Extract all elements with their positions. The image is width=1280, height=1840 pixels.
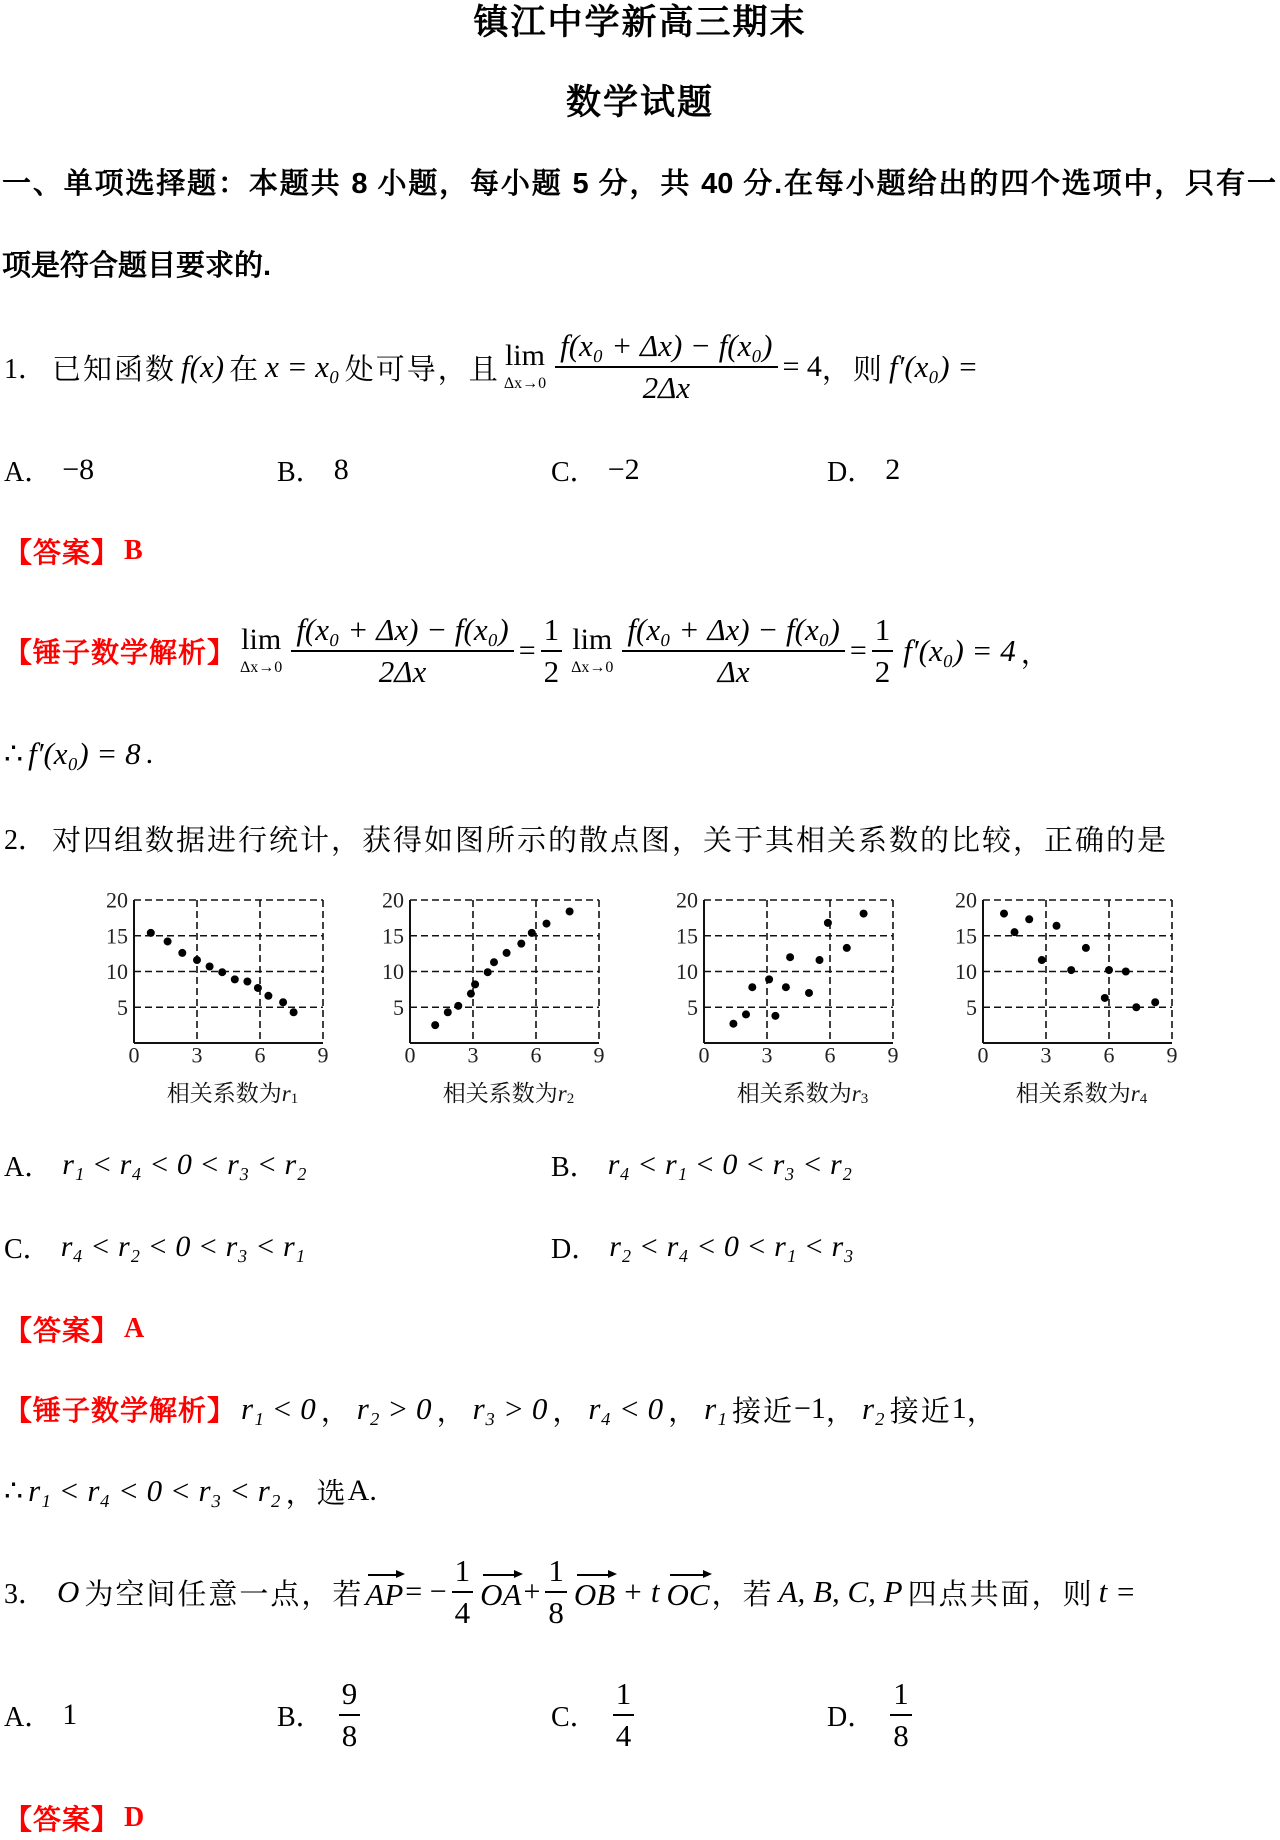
option-letter: D． xyxy=(827,457,876,488)
punctuation: ， xyxy=(1020,637,1052,670)
fraction-numerator: 9 xyxy=(339,1676,361,1716)
option-c xyxy=(551,430,640,510)
fraction xyxy=(452,1553,474,1631)
option-b xyxy=(277,430,349,510)
option-letter: A． xyxy=(4,1702,53,1733)
question-3-options xyxy=(0,1675,1280,1755)
y-tick-label: 5 xyxy=(966,994,977,1020)
y-tick-label: 20 xyxy=(382,887,404,913)
answer-value: A xyxy=(124,1313,145,1344)
option-value: r₂ < r₄ < 0 < r₁ < r₃ xyxy=(609,1230,854,1263)
x-tick-label: 0 xyxy=(698,1042,710,1068)
question-1-conclusion xyxy=(4,734,1280,774)
y-tick-label: 5 xyxy=(117,994,128,1020)
fraction-numerator: 1 xyxy=(613,1676,635,1716)
x-tick-label: 9 xyxy=(1166,1042,1178,1068)
data-point xyxy=(503,949,511,957)
fraction-numerator: 1 xyxy=(890,1676,912,1716)
section-heading-line-2: 项是符合题目要求的. xyxy=(2,250,272,282)
question-2-stem xyxy=(4,820,1280,856)
x-tick-label: 3 xyxy=(191,1042,203,1068)
math-expression: r₂ xyxy=(861,1391,885,1426)
limit-operator xyxy=(504,341,546,393)
option-a xyxy=(4,1675,77,1755)
plot-caption xyxy=(443,1080,574,1107)
fraction-denominator: Δx xyxy=(717,654,750,689)
caption-variable: r xyxy=(851,1080,861,1106)
option-a xyxy=(4,1125,307,1205)
question-number: 2． xyxy=(4,825,47,856)
question-text: 对四组数据进行统计，获得如图所示的散点图，关于其相关系数的比较，正确的是 xyxy=(52,824,1169,857)
data-point xyxy=(860,910,868,918)
fraction-denominator: 4 xyxy=(454,1595,471,1630)
x-tick-label: 0 xyxy=(977,1042,989,1068)
data-point xyxy=(1038,956,1046,964)
question-2-conclusion xyxy=(4,1471,1280,1511)
math-expression: x = x₀ xyxy=(265,349,340,384)
option-letter: C． xyxy=(4,1234,51,1265)
answer-value: D xyxy=(124,1802,145,1833)
data-point xyxy=(490,958,498,966)
data-point xyxy=(206,962,214,970)
y-tick-label: 15 xyxy=(106,923,128,949)
data-point xyxy=(484,968,492,976)
option-a xyxy=(4,430,94,510)
math-expression: = − xyxy=(405,1575,447,1608)
fraction-denominator: 2 xyxy=(874,654,891,689)
question-text: 已知函数 xyxy=(52,353,177,386)
option-value: −2 xyxy=(607,453,640,486)
analysis-label: 【锤子数学解析】 xyxy=(4,1395,237,1426)
fraction-numerator: 1 xyxy=(452,1553,474,1593)
option-fraction xyxy=(339,1676,361,1754)
x-tick-label: 3 xyxy=(1040,1042,1052,1068)
vector-ob: OB xyxy=(574,1571,615,1613)
math-expression: f′(x₀) = 8 xyxy=(28,736,141,771)
plot-caption xyxy=(1016,1080,1148,1107)
option-value: r₁ < r₄ < 0 < r₃ < r₂ xyxy=(62,1148,307,1181)
fraction-denominator: 2 xyxy=(543,654,560,689)
math-expression: = 4 xyxy=(782,350,822,383)
option-value: r₄ < r₂ < 0 < r₃ < r₁ xyxy=(60,1230,306,1263)
question-number: 1． xyxy=(4,354,47,385)
plot-caption xyxy=(737,1080,868,1107)
lim-subscript: Δx→0 xyxy=(571,659,614,676)
question-text: ，若 xyxy=(711,1578,774,1611)
question-2-options-row-1 xyxy=(0,1125,1280,1205)
fraction-numerator: 1 xyxy=(872,612,894,652)
fraction xyxy=(545,1553,567,1631)
option-d xyxy=(827,430,900,510)
fraction-denominator: 8 xyxy=(548,1595,564,1630)
exam-subtitle: 数学试题 xyxy=(565,83,714,122)
answer-label: 【答案】 xyxy=(4,537,121,568)
fraction-denominator: 8 xyxy=(341,1718,358,1753)
data-point xyxy=(444,1008,452,1016)
fraction-half xyxy=(872,612,894,690)
data-point xyxy=(254,984,262,992)
data-point xyxy=(1105,966,1113,974)
data-point xyxy=(748,983,756,991)
option-d xyxy=(551,1207,854,1287)
data-point xyxy=(528,929,536,937)
caption-subscript: 1 xyxy=(290,1091,299,1107)
question-text: 为空间任意一点，若 xyxy=(84,1578,364,1611)
option-value: 1 xyxy=(62,1698,78,1731)
data-point xyxy=(1101,994,1109,1002)
math-expression: 1 xyxy=(951,1392,967,1425)
exam-title: 镇江中学新高三期末 xyxy=(473,3,807,42)
option-letter: A． xyxy=(4,1152,53,1183)
fraction-numerator: 1 xyxy=(541,612,563,652)
data-point xyxy=(1151,998,1159,1006)
option-letter: B． xyxy=(277,1702,324,1733)
question-number: 3． xyxy=(4,1579,47,1610)
caption-variable: r xyxy=(557,1080,567,1106)
math-expression: r₁ < r₄ < 0 < r₃ < r₂ xyxy=(28,1473,281,1508)
scatter-plot-r1 xyxy=(86,880,346,1115)
fraction-denominator: 2Δx xyxy=(642,370,691,405)
x-tick-label: 6 xyxy=(1103,1042,1115,1068)
caption-variable: r xyxy=(1130,1080,1140,1106)
data-point xyxy=(147,929,155,937)
math-expression: −1 xyxy=(794,1392,826,1425)
section-heading-line-1: 一、单项选择题：本题共 8 小题，每小题 5 分，共 40 分.在每小题给出的四个选项中，只有一 xyxy=(2,168,1276,200)
caption-subscript: 3 xyxy=(860,1091,869,1107)
data-point xyxy=(824,919,832,927)
data-point xyxy=(517,940,525,948)
analysis-text: 接近 xyxy=(731,1395,794,1428)
data-point xyxy=(742,1010,750,1018)
option-letter: C． xyxy=(551,1702,598,1733)
math-expression: + t xyxy=(622,1574,660,1609)
question-2-analysis xyxy=(4,1389,1280,1429)
data-point xyxy=(264,992,272,1000)
data-point xyxy=(290,1008,298,1016)
caption-text: 相关系数为 xyxy=(166,1080,282,1106)
question-text: 处可导，且 xyxy=(344,353,500,386)
question-2-options-row-2 xyxy=(0,1207,1280,1287)
y-tick-label: 10 xyxy=(106,959,128,984)
question-3-answer xyxy=(4,1800,1280,1836)
plot-caption xyxy=(167,1080,298,1107)
limit-operator xyxy=(240,625,282,677)
y-tick-label: 15 xyxy=(955,923,977,949)
data-point xyxy=(1067,966,1075,974)
fraction-denominator: 2Δx xyxy=(378,654,427,689)
math-expression: f′(x₀) = 4 xyxy=(903,633,1016,668)
fraction-numerator: 1 xyxy=(545,1553,567,1593)
caption-subscript: 4 xyxy=(1139,1091,1148,1107)
option-d xyxy=(827,1675,917,1755)
answer-value: B xyxy=(124,535,143,566)
caption-subscript: 2 xyxy=(566,1091,575,1107)
lim-subscript: Δx→0 xyxy=(503,375,547,392)
x-tick-label: 6 xyxy=(824,1042,836,1068)
math-expression: r₃ > 0 xyxy=(472,1391,548,1426)
plus-sign: + xyxy=(523,1575,541,1608)
scatter-plot-r2 xyxy=(362,880,622,1115)
question-1-answer xyxy=(4,533,1280,569)
lim-subscript: Δx→0 xyxy=(240,659,283,676)
punctuation: ， xyxy=(436,1395,468,1428)
fraction-denominator: 4 xyxy=(615,1718,632,1753)
y-tick-label: 15 xyxy=(382,923,404,949)
option-value: 8 xyxy=(333,453,349,486)
data-point xyxy=(231,975,239,983)
option-value: r₄ < r₁ < 0 < r₃ < r₂ xyxy=(607,1148,853,1181)
equals-sign: = xyxy=(518,634,536,667)
y-tick-label: 10 xyxy=(382,959,404,984)
math-expression: t = xyxy=(1098,1574,1136,1609)
math-expression: A, B, C, P xyxy=(778,1574,903,1609)
math-expression: f(x) xyxy=(181,349,225,384)
x-tick-label: 0 xyxy=(404,1042,416,1068)
x-tick-label: 3 xyxy=(761,1042,773,1068)
data-point xyxy=(218,968,226,976)
caption-variable: r xyxy=(281,1080,291,1106)
data-point xyxy=(805,989,813,997)
math-expression: r₄ < 0 xyxy=(588,1391,664,1426)
math-expression: r₁ xyxy=(704,1391,727,1426)
punctuation: ， xyxy=(320,1395,352,1428)
fraction xyxy=(291,612,513,690)
vector-oa: OA xyxy=(480,1571,521,1613)
option-letter: B． xyxy=(551,1152,598,1183)
scatter-plot-r3 xyxy=(656,880,916,1115)
fraction xyxy=(622,612,844,690)
punctuation: ， xyxy=(285,1477,317,1510)
y-tick-label: 20 xyxy=(955,887,977,913)
data-point xyxy=(431,1021,439,1029)
math-expression: f′(x₀) = xyxy=(888,349,979,384)
option-c xyxy=(551,1675,639,1755)
x-tick-label: 9 xyxy=(593,1042,605,1068)
question-text: ，则 xyxy=(821,353,884,386)
limit-operator xyxy=(571,625,613,677)
option-b xyxy=(551,1125,852,1205)
option-value: 2 xyxy=(885,453,901,486)
data-point xyxy=(454,1002,462,1010)
lim-word: lim xyxy=(504,339,545,372)
equals-sign: = xyxy=(849,634,867,667)
x-tick-label: 6 xyxy=(530,1042,542,1068)
data-point xyxy=(786,953,794,961)
data-point xyxy=(816,956,824,964)
option-c xyxy=(4,1207,305,1287)
option-fraction xyxy=(613,1676,635,1754)
answer-label: 【答案】 xyxy=(4,1315,121,1346)
data-point xyxy=(765,975,773,983)
punctuation: ， xyxy=(668,1395,700,1428)
caption-text: 相关系数为 xyxy=(736,1080,852,1106)
data-point xyxy=(843,944,851,952)
option-value: −8 xyxy=(62,453,95,486)
data-point xyxy=(782,983,790,991)
fraction-numerator: f(x₀ + Δx) − f(x₀) xyxy=(291,612,513,652)
data-point xyxy=(178,949,186,957)
data-point xyxy=(164,937,172,945)
option-letter: C． xyxy=(551,457,598,488)
option-letter: D． xyxy=(551,1234,600,1265)
data-point xyxy=(1025,915,1033,923)
x-tick-label: 6 xyxy=(254,1042,266,1068)
y-tick-label: 10 xyxy=(955,959,977,984)
data-point xyxy=(1132,1003,1140,1011)
scatter-plot-r4 xyxy=(935,880,1195,1115)
data-point xyxy=(566,907,574,915)
question-1-stem xyxy=(4,327,1280,407)
question-1-analysis xyxy=(4,611,1280,691)
caption-text: 相关系数为 xyxy=(442,1080,558,1106)
y-tick-label: 15 xyxy=(676,923,698,949)
caption-text: 相关系数为 xyxy=(1015,1080,1131,1106)
lim-word: lim xyxy=(241,623,282,656)
question-3-stem xyxy=(4,1551,1280,1633)
option-letter: B． xyxy=(277,457,324,488)
question-2-answer xyxy=(4,1311,1280,1347)
option-fraction xyxy=(890,1676,912,1754)
data-point xyxy=(471,980,479,988)
data-point xyxy=(1082,944,1090,952)
vector-ap: AP xyxy=(365,1571,403,1613)
analysis-text: 选 xyxy=(316,1477,348,1510)
option-letter: D． xyxy=(827,1702,876,1733)
punctuation: ， xyxy=(825,1395,857,1428)
option-letter: A． xyxy=(4,457,53,488)
fraction-half xyxy=(541,612,563,690)
option-b xyxy=(277,1675,365,1755)
data-point xyxy=(1000,910,1008,918)
x-tick-label: 9 xyxy=(887,1042,899,1068)
question-1-options xyxy=(0,430,1280,510)
math-expression: O xyxy=(57,1574,80,1609)
analysis-text: 接近 xyxy=(889,1395,952,1428)
question-text: 在 xyxy=(229,353,261,386)
y-tick-label: 5 xyxy=(393,994,404,1020)
fraction-denominator: 8 xyxy=(893,1718,909,1753)
data-point xyxy=(279,998,287,1006)
vector-oc: OC xyxy=(667,1571,710,1613)
x-tick-label: 3 xyxy=(467,1042,479,1068)
y-tick-label: 5 xyxy=(687,994,698,1020)
data-point xyxy=(1053,922,1061,930)
chosen-option: A. xyxy=(347,1474,377,1507)
x-tick-label: 0 xyxy=(128,1042,140,1068)
x-tick-label: 9 xyxy=(317,1042,329,1068)
data-point xyxy=(543,920,551,928)
math-expression: r₂ > 0 xyxy=(356,1391,432,1426)
fraction xyxy=(555,328,777,406)
data-point xyxy=(1122,968,1130,976)
punctuation: ， xyxy=(552,1395,584,1428)
data-point xyxy=(193,956,201,964)
y-tick-label: 20 xyxy=(676,887,698,913)
data-point xyxy=(1011,928,1019,936)
answer-label: 【答案】 xyxy=(4,1804,121,1835)
y-tick-label: 20 xyxy=(106,887,128,913)
fraction-numerator: f(x₀ + Δx) − f(x₀) xyxy=(622,612,844,652)
lim-word: lim xyxy=(572,623,613,656)
therefore-symbol: ∴ xyxy=(4,737,24,771)
y-tick-label: 10 xyxy=(676,959,698,984)
data-point xyxy=(243,978,251,986)
analysis-label: 【锤子数学解析】 xyxy=(4,637,237,668)
data-point xyxy=(771,1012,779,1020)
punctuation: ， xyxy=(966,1395,998,1428)
data-point xyxy=(467,990,475,998)
fraction-numerator: f(x₀ + Δx) − f(x₀) xyxy=(555,328,777,368)
math-expression: r₁ < 0 xyxy=(241,1391,316,1426)
data-point xyxy=(729,1020,737,1028)
therefore-symbol: ∴ xyxy=(4,1474,24,1508)
punctuation: . xyxy=(145,737,154,770)
question-text: 四点共面，则 xyxy=(907,1578,1094,1611)
